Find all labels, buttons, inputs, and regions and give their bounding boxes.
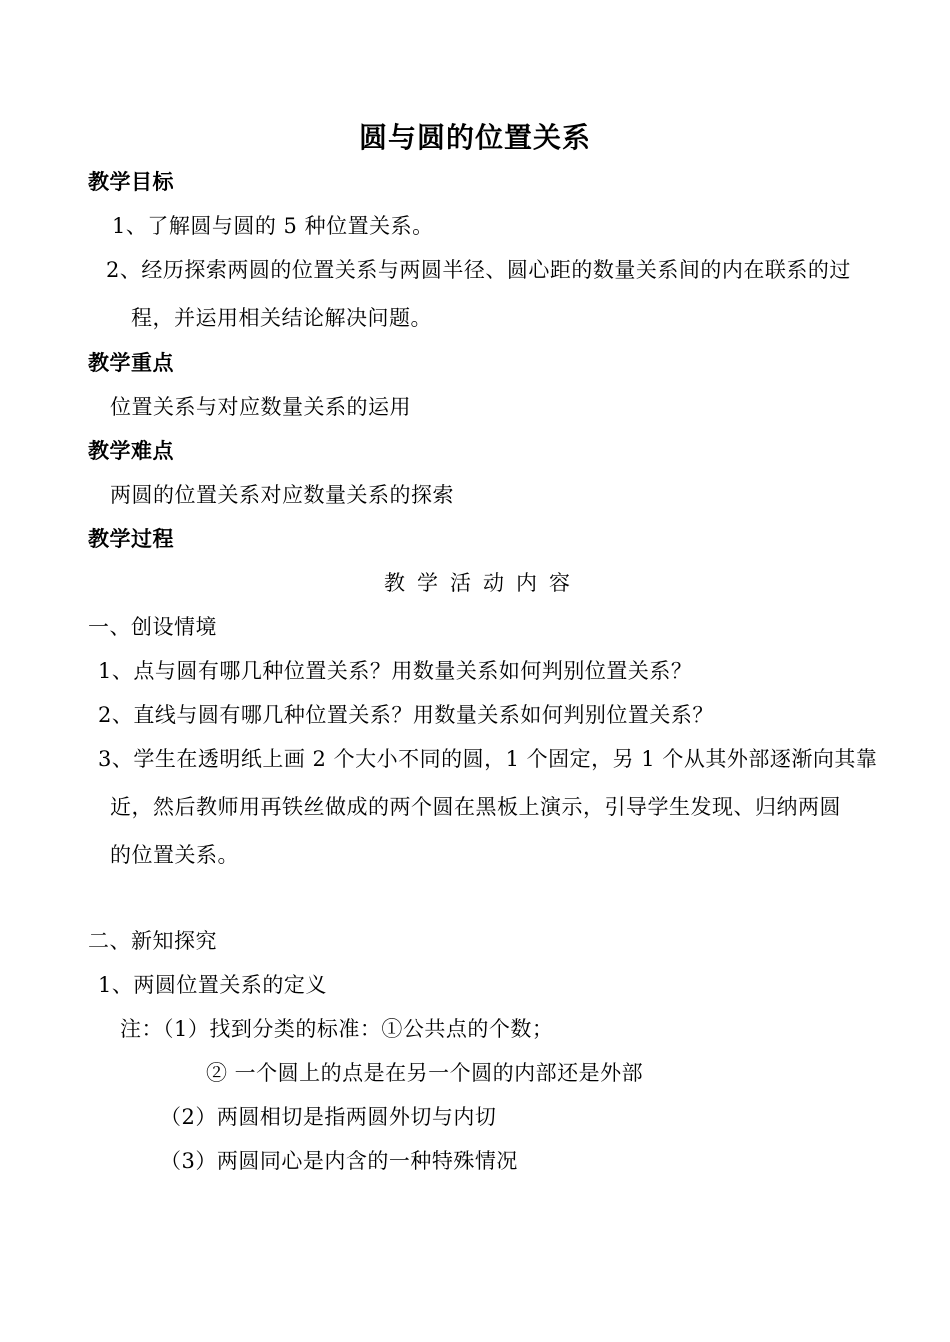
objective-item-1: 1、了解圆与圆的 5 种位置关系。 xyxy=(112,214,434,238)
section-1-item-1: 1、点与圆有哪几种位置关系？用数量关系如何判别位置关系？ xyxy=(98,659,693,683)
difficulty-text: 两圆的位置关系对应数量关系的探索 xyxy=(110,483,454,507)
page-title: 圆与圆的位置关系 xyxy=(358,121,591,154)
difficulty-heading: 教学难点 xyxy=(88,439,174,463)
section-2-heading: 二、新知探究 xyxy=(88,929,217,953)
objective-item-2-line-2: 程，并运用相关结论解决问题。 xyxy=(131,306,432,330)
process-heading: 教学过程 xyxy=(88,527,174,551)
section-1-heading: 一、创设情境 xyxy=(88,615,217,639)
note-line-3: （2）两圆相切是指两圆外切与内切 xyxy=(160,1105,497,1129)
section-1-item-3-line-2: 近，然后教师用再铁丝做成的两个圆在黑板上演示，引导学生发现、归纳两圆 xyxy=(110,795,841,819)
section-2-item-1: 1、两圆位置关系的定义 xyxy=(98,973,327,997)
section-1-item-2: 2、直线与圆有哪几种位置关系？用数量关系如何判别位置关系？ xyxy=(98,703,714,727)
section-1-item-3-line-3: 的位置关系。 xyxy=(110,843,239,867)
objectives-heading: 教学目标 xyxy=(88,170,174,194)
key-point-heading: 教学重点 xyxy=(88,351,174,375)
note-line-1: 注：（1）找到分类的标准：①公共点的个数； xyxy=(120,1017,554,1041)
note-line-4: （3）两圆同心是内含的一种特殊情况 xyxy=(160,1149,518,1173)
key-point-text: 位置关系与对应数量关系的运用 xyxy=(110,395,411,419)
objective-item-2-line-1: 2、经历探索两圆的位置关系与两圆半径、圆心距的数量关系间的内在联系的过 xyxy=(106,258,851,282)
note-line-2: ② 一个圆上的点是在另一个圆的内部还是外部 xyxy=(206,1061,644,1085)
activity-title: 教学活动内容 xyxy=(384,571,582,595)
section-1-item-3-line-1: 3、学生在透明纸上画 2 个大小不同的圆，1 个固定，另 1 个从其外部逐渐向其靠 xyxy=(98,747,878,771)
